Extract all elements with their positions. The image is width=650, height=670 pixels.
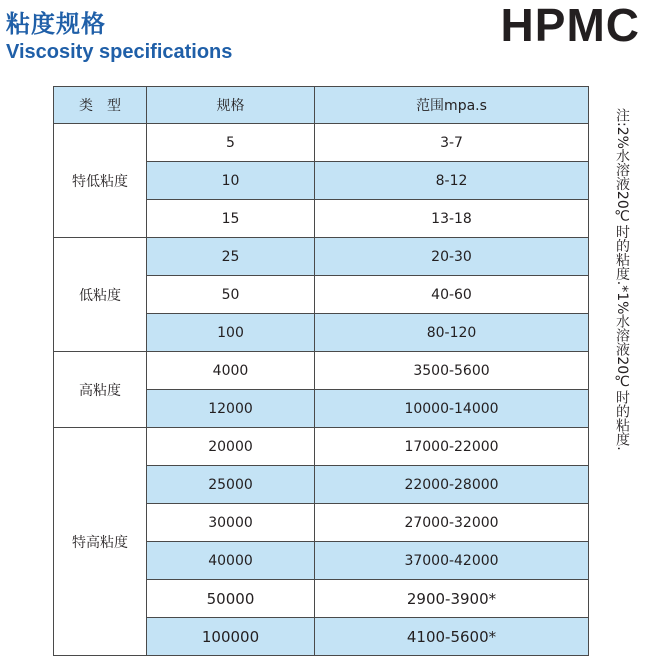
range-cell: 8-12 xyxy=(315,162,589,200)
spec-cell: 4000 xyxy=(147,352,315,390)
page-subtitle: Viscosity specifications xyxy=(6,41,233,63)
spec-cell: 100 xyxy=(147,314,315,352)
spec-cell: 15 xyxy=(147,200,315,238)
type-cell: 低粘度 xyxy=(54,238,147,352)
brand-logo-text: HPMC xyxy=(500,0,640,51)
spec-cell: 25 xyxy=(147,238,315,276)
spec-cell: 25000 xyxy=(147,466,315,504)
table-row xyxy=(54,352,589,390)
range-cell: 4100-5600* xyxy=(315,618,589,656)
spec-cell: 20000 xyxy=(147,428,315,466)
table-row xyxy=(54,124,589,162)
type-cell: 特高粘度 xyxy=(54,428,147,656)
spec-cell: 30000 xyxy=(147,504,315,542)
range-cell: 10000-14000 xyxy=(315,390,589,428)
spec-cell: 12000 xyxy=(147,390,315,428)
range-cell: 37000-42000 xyxy=(315,542,589,580)
spec-cell: 40000 xyxy=(147,542,315,580)
range-cell: 40-60 xyxy=(315,276,589,314)
table-row xyxy=(54,428,589,466)
column-header-spec: 规格 xyxy=(147,87,315,124)
type-cell: 特低粘度 xyxy=(54,124,147,238)
spec-cell: 100000 xyxy=(147,618,315,656)
spec-cell: 50000 xyxy=(147,580,315,618)
viscosity-table xyxy=(53,86,589,656)
spec-cell: 10 xyxy=(147,162,315,200)
range-cell: 27000-32000 xyxy=(315,504,589,542)
viscosity-note: 注:2%水溶液20℃时的粘度.*1%水溶液20℃时的粘度. xyxy=(614,108,630,451)
range-cell: 3500-5600 xyxy=(315,352,589,390)
page-title: 粘度规格 xyxy=(6,10,106,38)
range-cell: 80-120 xyxy=(315,314,589,352)
table-row xyxy=(54,238,589,276)
type-cell: 高粘度 xyxy=(54,352,147,428)
range-cell: 20-30 xyxy=(315,238,589,276)
range-cell: 17000-22000 xyxy=(315,428,589,466)
spec-cell: 5 xyxy=(147,124,315,162)
column-header-range: 范围mpa.s xyxy=(315,87,589,124)
table-header-row xyxy=(54,87,589,124)
range-cell: 13-18 xyxy=(315,200,589,238)
range-cell: 3-7 xyxy=(315,124,589,162)
column-header-type: 类 型 xyxy=(54,87,147,124)
spec-cell: 50 xyxy=(147,276,315,314)
range-cell: 22000-28000 xyxy=(315,466,589,504)
range-cell: 2900-3900* xyxy=(315,580,589,618)
